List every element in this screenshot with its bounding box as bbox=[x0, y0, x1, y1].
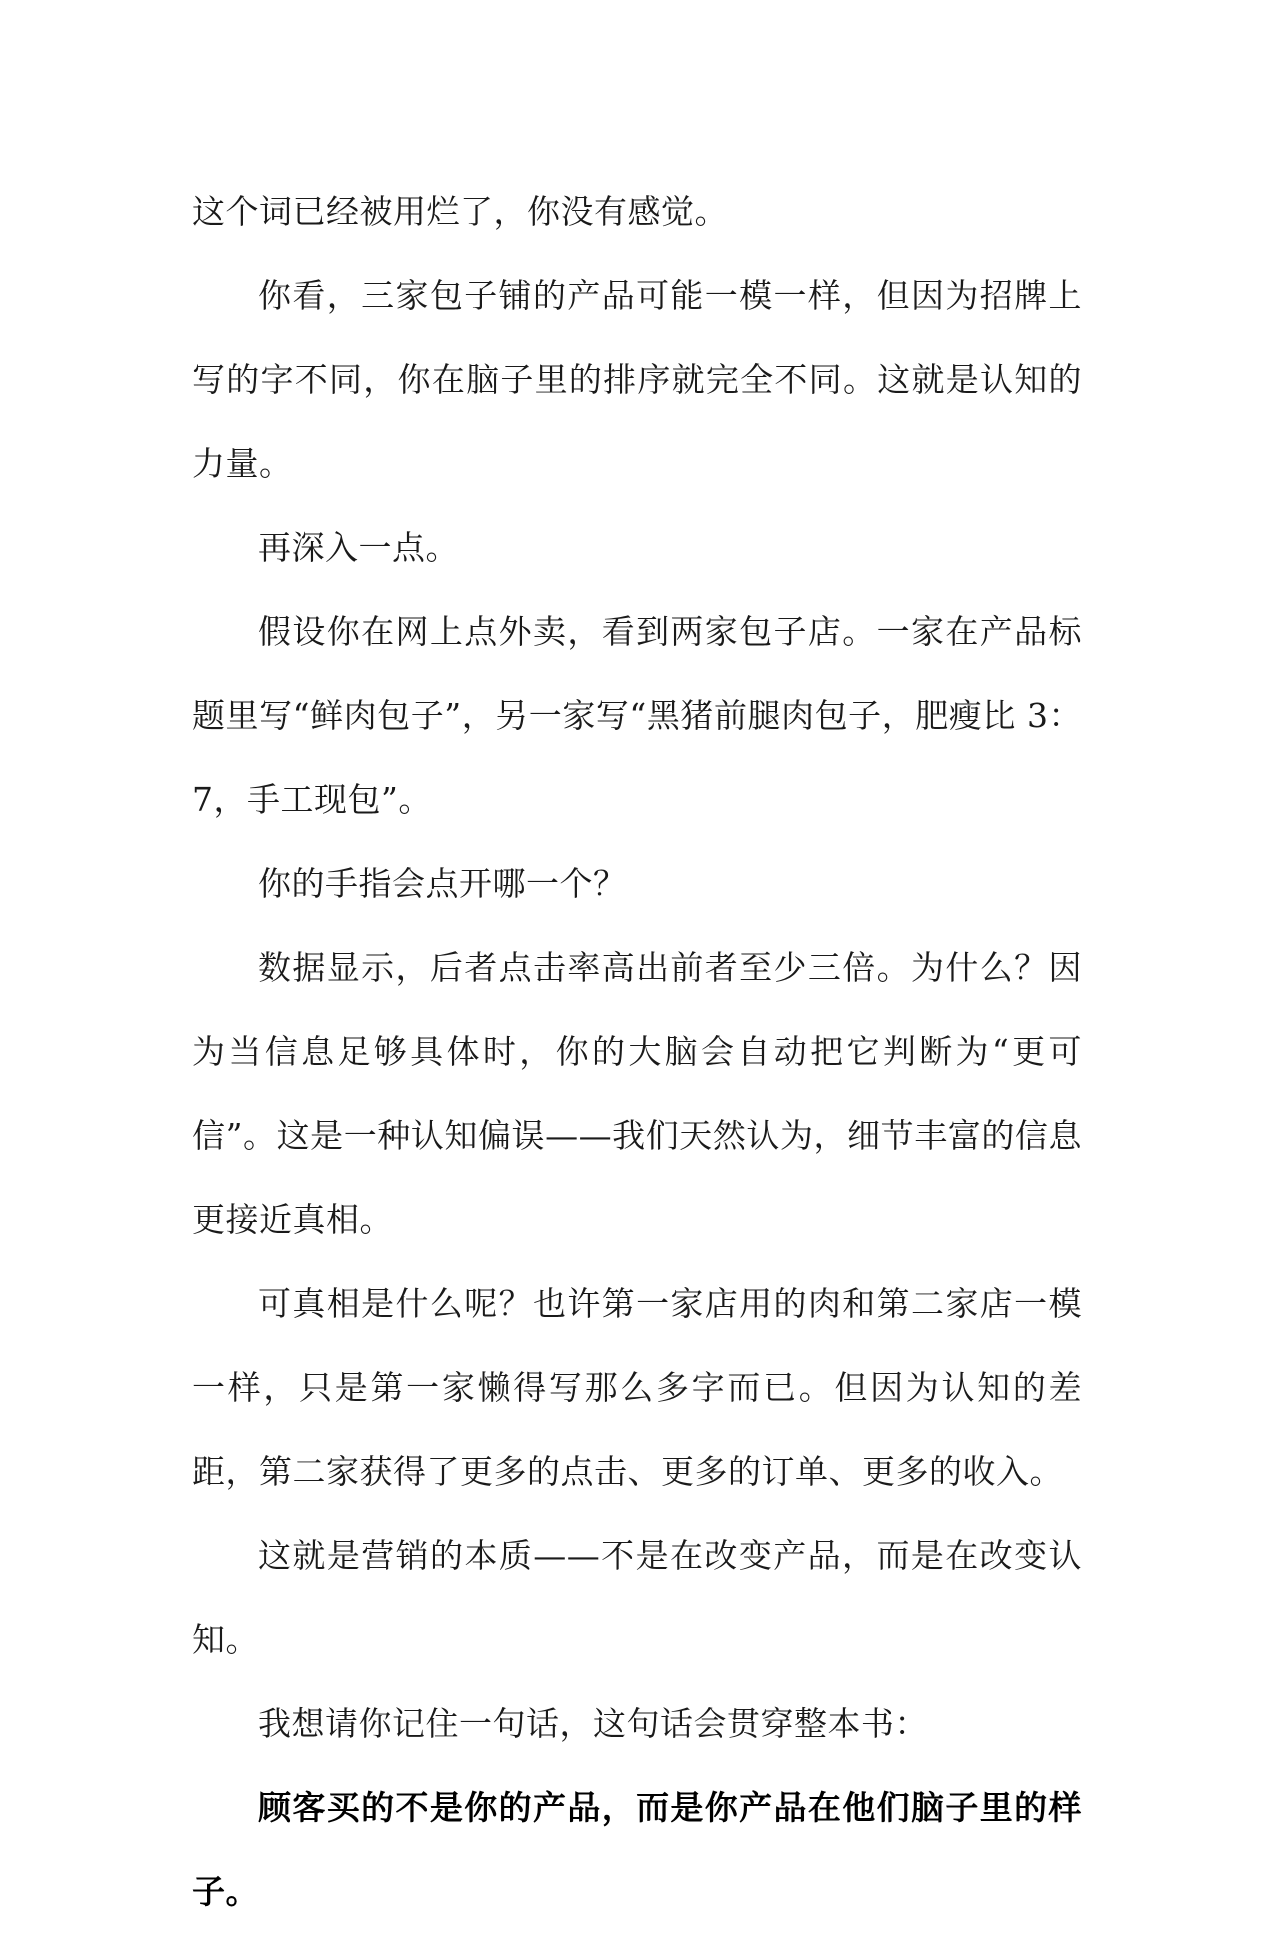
paragraph-4: 假设你在网上点外卖，看到两家包子店。一家在产品标题里写“鲜肉包子”，另一家写“黑猪前腿肉包子，肥瘦比 3：7，手工现包”。 bbox=[192, 612, 1082, 819]
body-text bbox=[192, 170, 1082, 1934]
paragraph-6: 数据显示，后者点击率高出前者至少三倍。为什么？因为当信息足够具体时，你的大脑会自动把它判断为“更可信”。这是一种认知偏误——我们天然认为，细节丰富的信息更接近真相。 bbox=[192, 948, 1082, 1239]
paragraph-8: 这就是营销的本质——不是在改变产品，而是在改变认知。 bbox=[192, 1536, 1082, 1659]
paragraph-9: 我想请你记住一句话，这句话会贯穿整本书： bbox=[258, 1704, 928, 1743]
paragraph-1: 这个词已经被用烂了，你没有感觉。 bbox=[192, 192, 728, 231]
paragraph-3: 再深入一点。 bbox=[258, 528, 459, 567]
key-statement: 顾客买的不是你的产品，而是你产品在他们脑子里的样子。 bbox=[192, 1788, 1082, 1911]
paragraph-2: 你看，三家包子铺的产品可能一模一样，但因为招牌上写的字不同，你在脑子里的排序就完全不同。这就是认知的力量。 bbox=[192, 276, 1082, 483]
paragraph-5: 你的手指会点开哪一个？ bbox=[258, 864, 627, 903]
paragraph-7: 可真相是什么呢？也许第一家店用的肉和第二家店一模一样，只是第一家懒得写那么多字而已。但因为认知的差距，第二家获得了更多的点击、更多的订单、更多的收入。 bbox=[192, 1284, 1082, 1491]
